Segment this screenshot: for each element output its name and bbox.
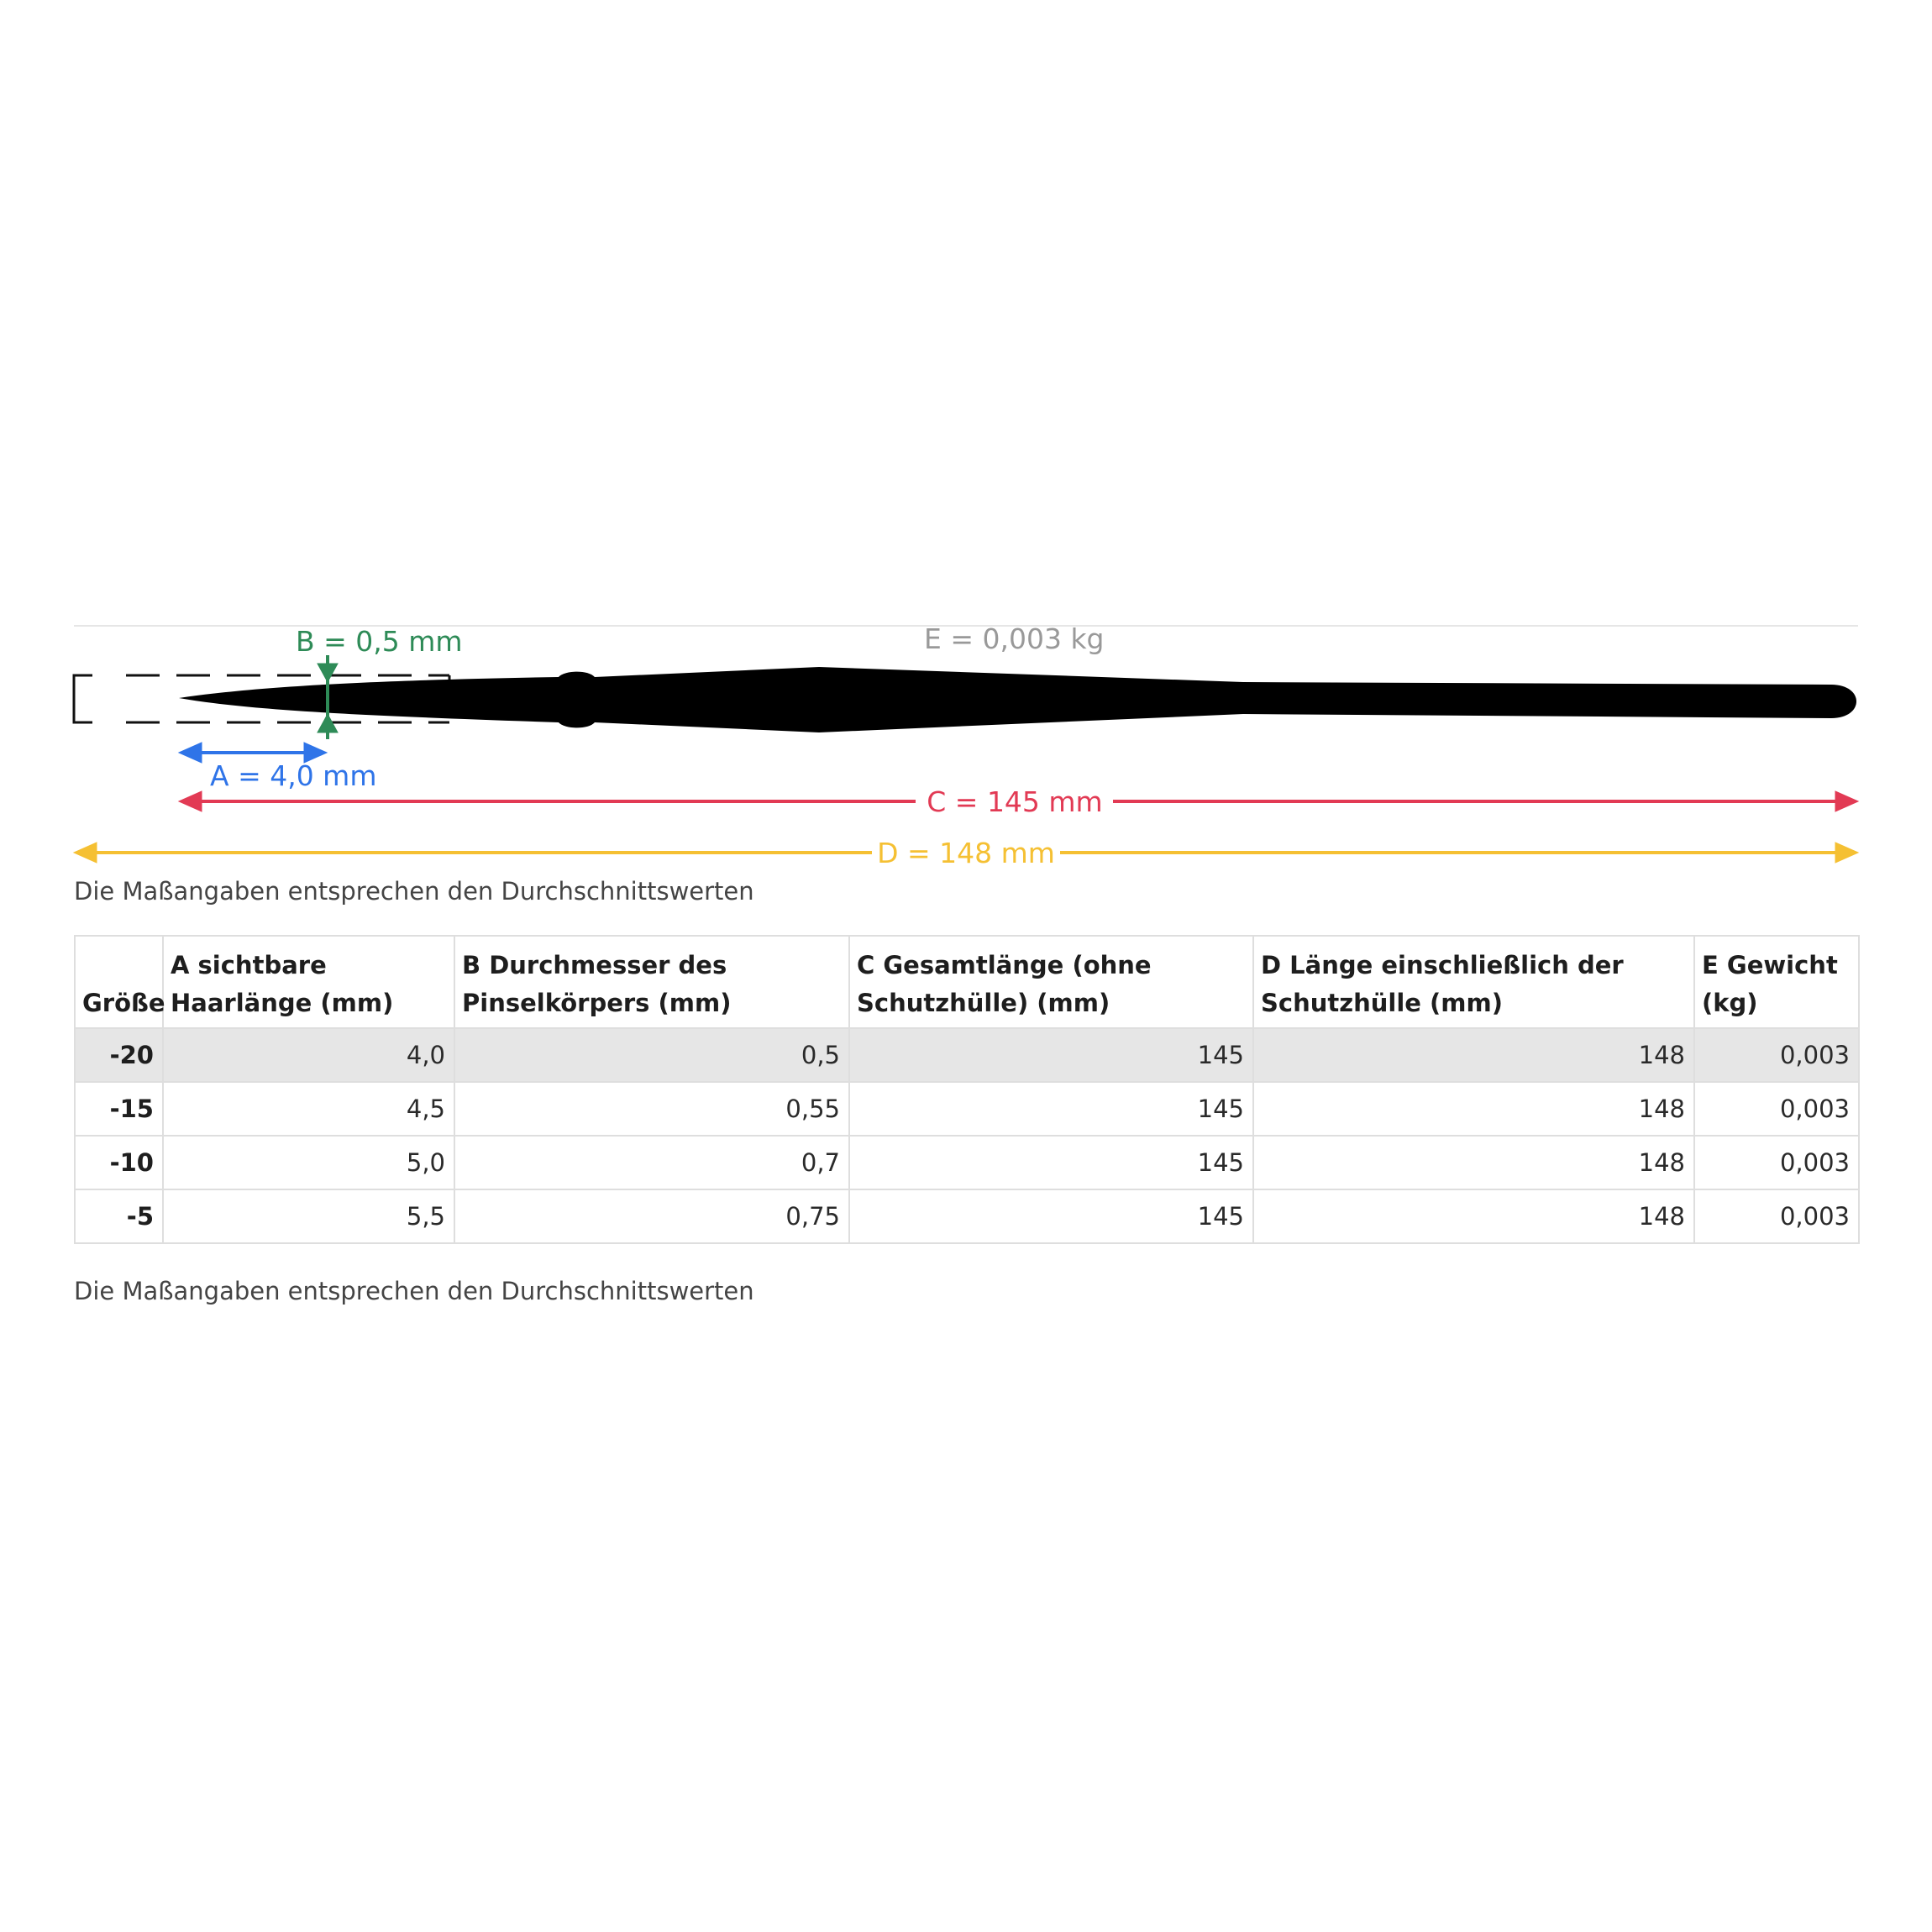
c-dimension-label: C = 145 mm bbox=[927, 785, 1103, 818]
cell-b: 0,5 bbox=[454, 1028, 849, 1082]
cell-size: -20 bbox=[75, 1028, 163, 1082]
footnote-average-values: Die Maßangaben entsprechen den Durchschnittswerten bbox=[74, 877, 754, 906]
header-size: Größe bbox=[75, 936, 163, 1028]
cell-a: 5,0 bbox=[163, 1136, 454, 1189]
cell-c: 145 bbox=[849, 1028, 1253, 1082]
cell-a: 4,0 bbox=[163, 1028, 454, 1082]
cell-e: 0,003 bbox=[1694, 1189, 1859, 1243]
cell-e: 0,003 bbox=[1694, 1136, 1859, 1189]
d-dimension-label: D = 148 mm bbox=[877, 837, 1055, 869]
cell-b: 0,7 bbox=[454, 1136, 849, 1189]
cell-e: 0,003 bbox=[1694, 1028, 1859, 1082]
footnote-average-values: Die Maßangaben entsprechen den Durchschnittswerten bbox=[74, 1277, 754, 1305]
a-dimension-label: A = 4,0 mm bbox=[210, 759, 377, 792]
dimension-table bbox=[74, 935, 1860, 1244]
cell-c: 145 bbox=[849, 1189, 1253, 1243]
table-row bbox=[75, 1136, 1859, 1189]
cell-d: 148 bbox=[1253, 1028, 1694, 1082]
cell-c: 145 bbox=[849, 1136, 1253, 1189]
brush-dimension-diagram bbox=[0, 0, 1932, 924]
cell-b: 0,75 bbox=[454, 1189, 849, 1243]
table-row bbox=[75, 1028, 1859, 1082]
cell-d: 148 bbox=[1253, 1136, 1694, 1189]
cell-c: 145 bbox=[849, 1082, 1253, 1136]
table-header-row bbox=[75, 936, 1859, 1028]
table-row bbox=[75, 1082, 1859, 1136]
header-a-hair-length: A sichtbare Haarlänge (mm) bbox=[163, 936, 454, 1028]
header-b-diameter: B Durchmesser des Pinselkörpers (mm) bbox=[454, 936, 849, 1028]
table-row bbox=[75, 1189, 1859, 1243]
header-c-total-length: C Gesamtlänge (ohne Schutzhülle) (mm) bbox=[849, 936, 1253, 1028]
header-e-weight: E Gewicht (kg) bbox=[1694, 936, 1859, 1028]
cell-b: 0,55 bbox=[454, 1082, 849, 1136]
cell-size: -15 bbox=[75, 1082, 163, 1136]
cell-e: 0,003 bbox=[1694, 1082, 1859, 1136]
e-weight-label: E = 0,003 kg bbox=[924, 622, 1105, 655]
header-d-length-with-cap: D Länge einschließlich der Schutzhülle (mm) bbox=[1253, 936, 1694, 1028]
cell-a: 4,5 bbox=[163, 1082, 454, 1136]
cell-a: 5,5 bbox=[163, 1189, 454, 1243]
b-dimension-label: B = 0,5 mm bbox=[296, 625, 463, 658]
cell-d: 148 bbox=[1253, 1189, 1694, 1243]
cell-size: -10 bbox=[75, 1136, 163, 1189]
cell-size: -5 bbox=[75, 1189, 163, 1243]
cell-d: 148 bbox=[1253, 1082, 1694, 1136]
